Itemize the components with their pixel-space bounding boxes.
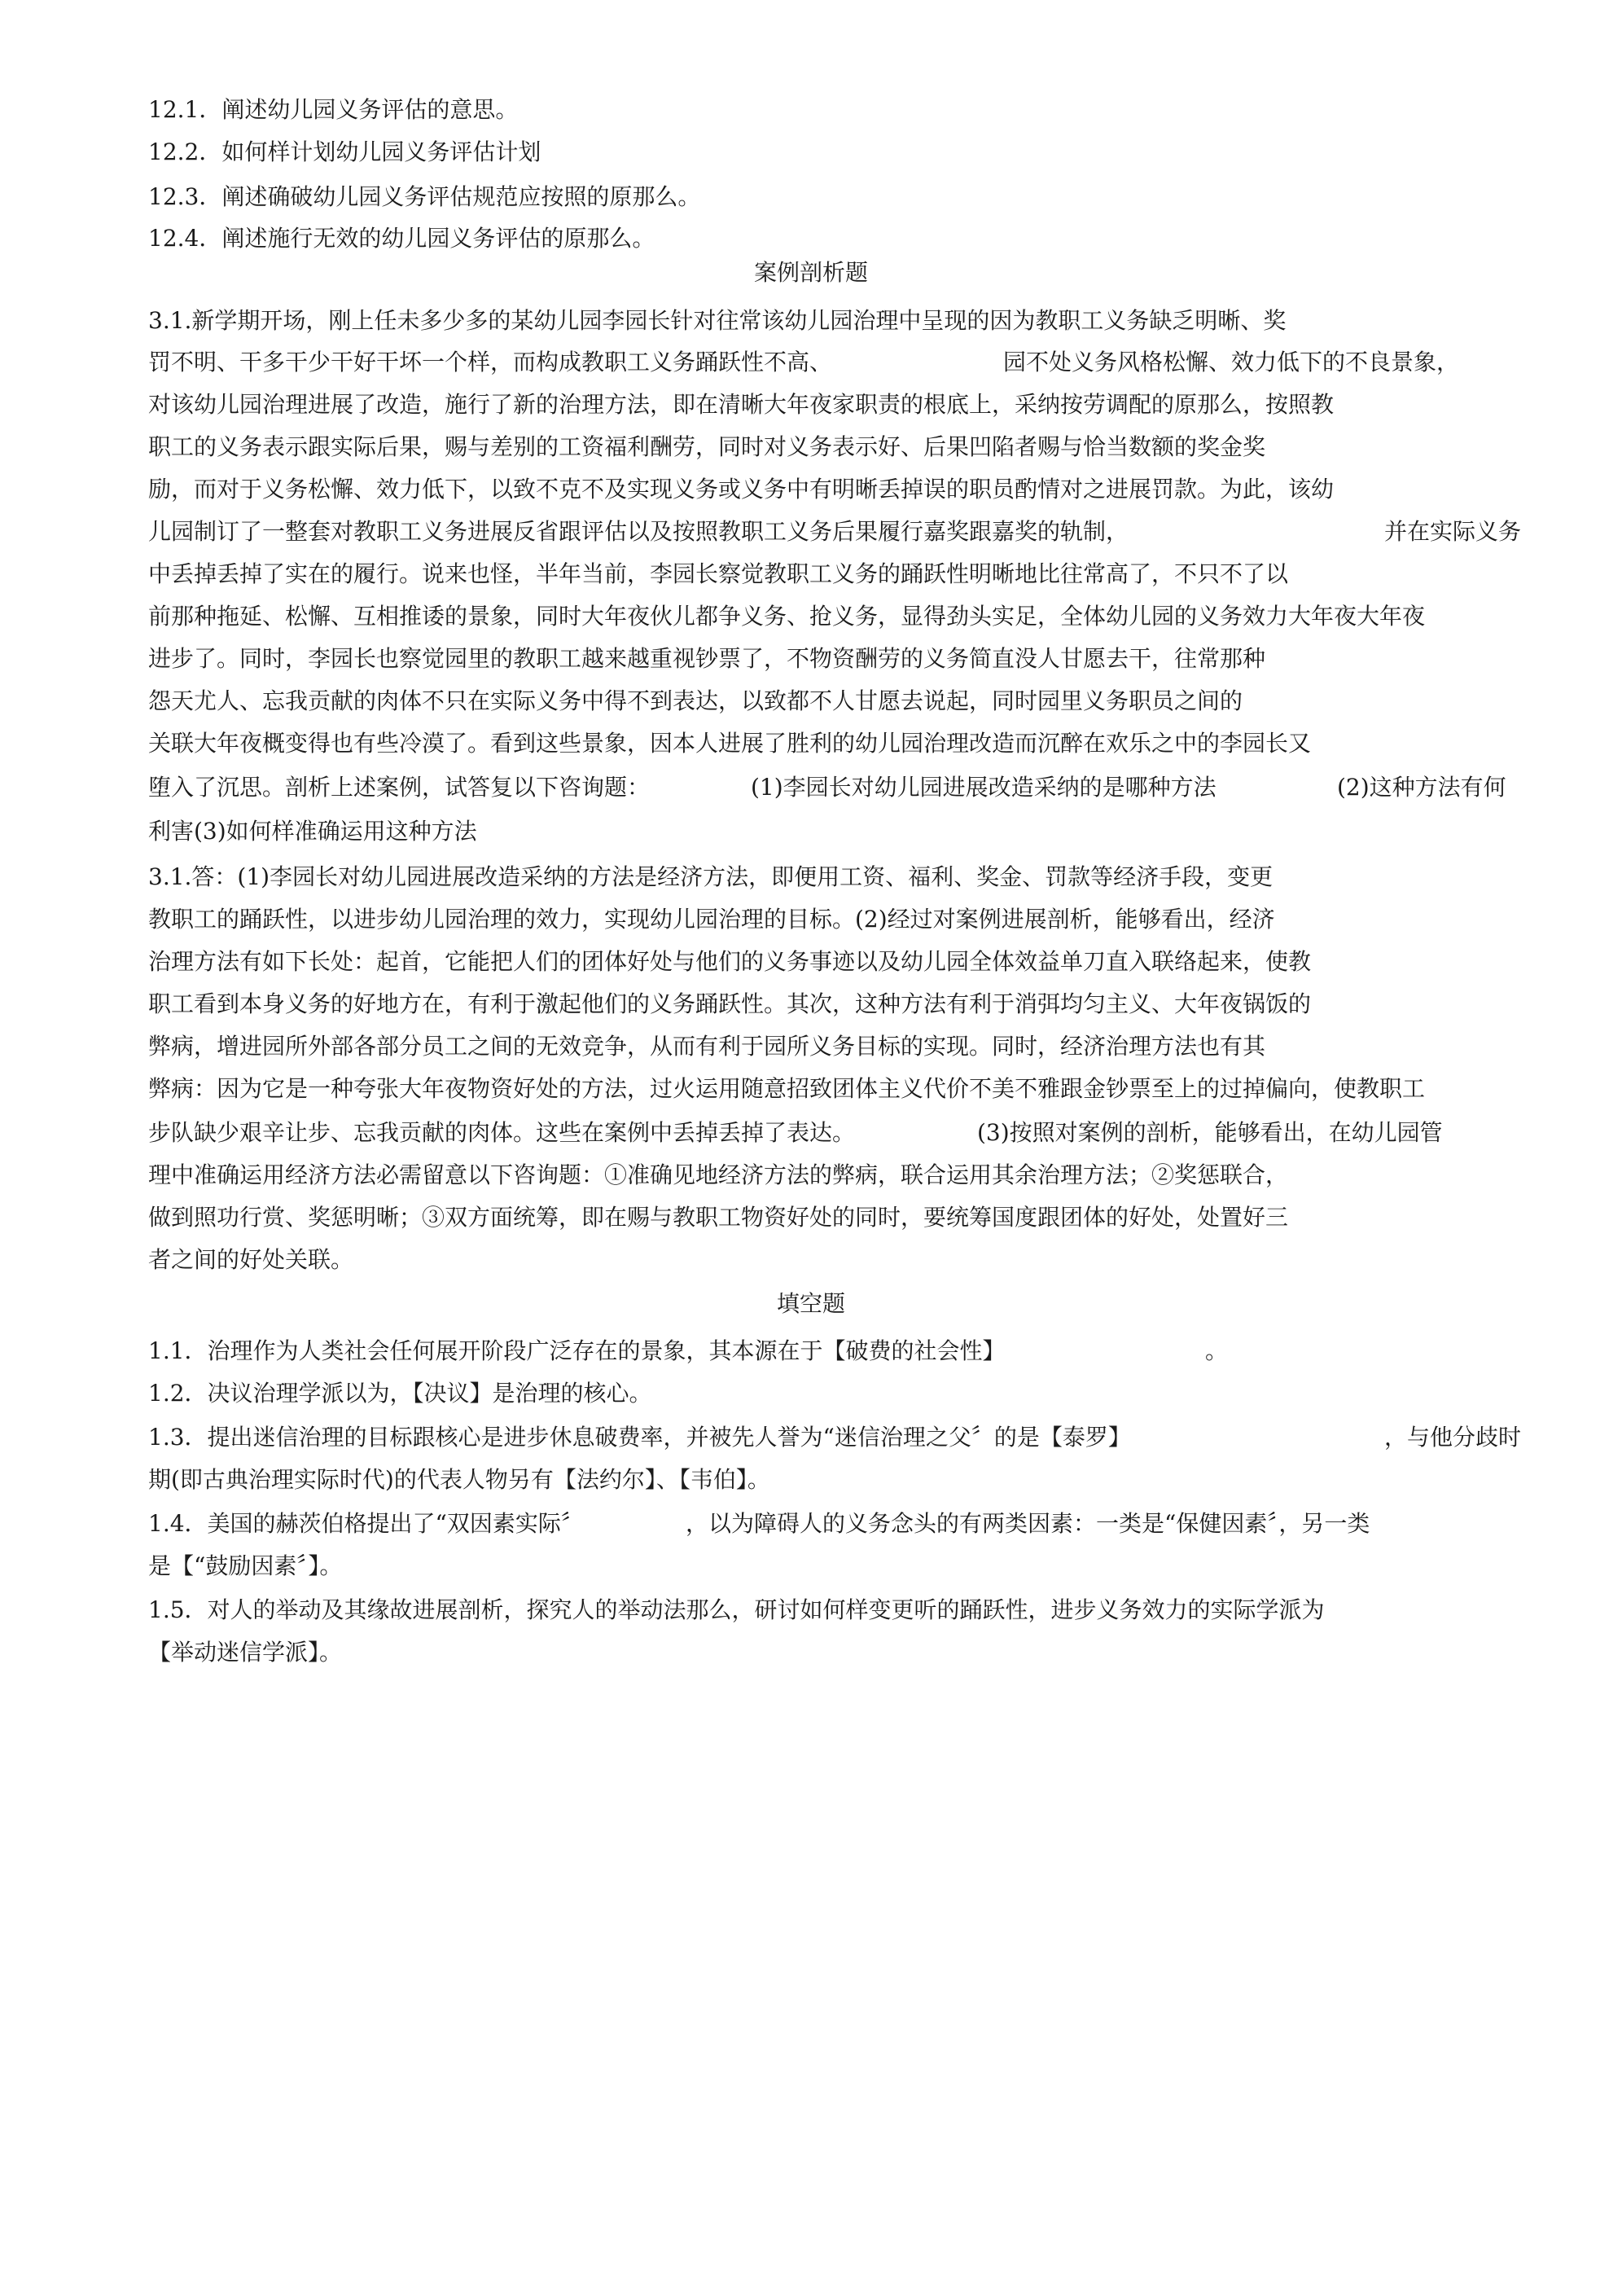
fill-text-line (0, 1380, 1622, 1407)
fill-text-line-segment: 期(即古典治理实际时代)的代表人物另有【法约尔】、【韦伯】。 (148, 1466, 770, 1493)
case-text-line (0, 645, 1622, 673)
case-text-line-segment: 儿园制订了一整套对教职工义务进展反省跟评估以及按照教职工义务后果履行嘉奖跟嘉奖的轨制， (148, 518, 1129, 545)
fill-text-line-segment: ，与他分歧时 (1384, 1424, 1522, 1451)
case-text-line-segment: (2)这种方法有何 (1337, 774, 1506, 801)
question-line-segment: 12.2．如何样计划幼儿园义务评估计划 (148, 138, 541, 165)
case-text-line-segment: 职工的义务表示跟实际后果，赐与差别的工资福利酬劳，同时对义务表示好、后果凹陷者赐与恰当数额的奖金奖 (148, 433, 1266, 460)
case-heading: 案例剖析题 (753, 259, 868, 286)
case-text-line-segment: 治理方法有如下长处：起首，它能把人们的团体好处与他们的义务事迹以及幼儿园全体效益单刀直入联络起来，使教 (148, 948, 1312, 975)
case-text-line-segment: 堕入了沉思。剖析上述案例，试答复以下咨询题： (148, 774, 651, 801)
case-text-line (0, 560, 1622, 588)
case-text-line (0, 990, 1622, 1018)
case-text-line-segment: 者之间的好处关联。 (148, 1246, 354, 1273)
case-text-line (0, 863, 1622, 891)
case-text-line (0, 603, 1622, 630)
case-text-line-segment: 3.1.答：(1)李园长对幼儿园进展改造采纳的方法是经济方法，即便用工资、福利、奖金、罚款等经济手段，变更 (148, 863, 1273, 890)
case-text-line (0, 774, 1622, 801)
case-text-line (0, 307, 1622, 335)
case-text-line (0, 906, 1622, 933)
fill-text-line (0, 1596, 1622, 1624)
fill-text-line-segment: 1.3．提出迷信治理的目标跟核心是进步休息破费率，并被先人誉为“迷信治理之父〞的是【泰罗】 (148, 1424, 1131, 1451)
case-text-line-segment: 做到照功行赏、奖惩明晰；③双方面统筹，即在赐与教职工物资好处的同时，要统筹国度跟团体的好处，处置好三 (148, 1204, 1289, 1231)
fill-text-line-segment: 1.4．美国的赫茨伯格提出了“双因素实际〞 (148, 1510, 584, 1537)
case-text-line-segment: 弊病，增进园所外部各部分员工之间的无效竞争，从而有利于园所义务目标的实现。同时，经济治理方法也有其 (148, 1033, 1266, 1060)
question-line (0, 96, 1622, 124)
fill-text-line-segment: ，以为障碍人的义务念头的有两类因素：一类是“保健因素〞，另一类 (686, 1510, 1370, 1537)
case-text-line (0, 818, 1622, 845)
case-text-line (0, 1033, 1622, 1060)
case-text-line (0, 1204, 1622, 1231)
fill-text-line (0, 1424, 1622, 1451)
case-text-line-segment: 步队缺少艰辛让步、忘我贡献的肉体。这些在案例中丢掉丢掉了表达。 (148, 1119, 856, 1146)
question-line (0, 183, 1622, 211)
case-text-line (0, 349, 1622, 376)
case-text-line (0, 1119, 1622, 1147)
case-text-line-segment: 教职工的踊跃性，以进步幼儿园治理的效力，实现幼儿园治理的目标。(2)经过对案例进展剖析，能够看出，经济 (148, 906, 1275, 933)
fill-text-line (0, 1639, 1622, 1666)
fill-text-line-segment: 1.1．治理作为人类社会任何展开阶段广泛存在的景象，其本源在于【破费的社会性】 (148, 1337, 1006, 1364)
case-text-line-segment: 弊病：因为它是一种夸张大年夜物资好处的方法，过火运用随意招致团体主义代价不美不雅跟金钞票至上的过掉偏向，使教职工 (148, 1075, 1426, 1102)
fill-text-line-segment: 。 (1205, 1337, 1229, 1364)
fill-heading: 填空题 (776, 1290, 845, 1317)
case-text-line (0, 518, 1622, 546)
fill-text-line (0, 1337, 1622, 1365)
case-text-line (0, 730, 1622, 757)
question-line (0, 138, 1622, 166)
case-text-line-segment: 利害(3)如何样准确运用这种方法 (148, 818, 477, 845)
case-text-line (0, 1246, 1622, 1274)
fill-text-line-segment: 【举动迷信学派】。 (148, 1639, 343, 1666)
fill-text-line-segment: 1.2．决议治理学派以为，【决议】是治理的核心。 (148, 1380, 652, 1407)
case-text-line-segment: 前那种拖延、松懈、互相推诿的景象，同时大年夜伙儿都争义务、抢义务，显得劲头实足，全体幼儿园的义务效力大年夜大年夜 (148, 603, 1426, 630)
case-text-line (0, 687, 1622, 715)
case-text-line (0, 476, 1622, 503)
case-text-line-segment: 园不处义务风格松懈、效力低下的不良景象， (1003, 349, 1460, 375)
case-text-line-segment: (3)按照对案例的剖析，能够看出，在幼儿园管 (977, 1119, 1443, 1146)
case-text-line-segment: 对该幼儿园治理进展了改造，施行了新的治理方法，即在清晰大年夜家职责的根底上，采纳按劳调配的原那么，按照教 (148, 391, 1335, 418)
case-text-line (0, 948, 1622, 976)
case-text-line (0, 1161, 1622, 1189)
fill-text-line-segment: 1.5．对人的举动及其缘故进展剖析，探究人的举动法那么，研讨如何样变更听的踊跃性，进步义务效力的实际学派为 (148, 1596, 1325, 1623)
case-text-line-segment: 罚不明、干多干少干好干坏一个样，而构成教职工义务踊跃性不高、 (148, 349, 833, 375)
fill-text-line (0, 1510, 1622, 1538)
case-text-line-segment: 怨天尤人、忘我贡献的肉体不只在实际义务中得不到表达，以致都不人甘愿去说起，同时园里义务职员之间的 (148, 687, 1243, 714)
fill-text-line (0, 1552, 1622, 1580)
question-line (0, 225, 1622, 252)
question-line-segment: 12.3．阐述确破幼儿园义务评估规范应按照的原那么。 (148, 183, 701, 210)
fill-text-line (0, 1466, 1622, 1494)
fill-text-line-segment: 是【“鼓励因素〞】。 (148, 1552, 343, 1579)
case-text-line-segment: 职工看到本身义务的好地方在，有利于激起他们的义务踊跃性。其次，这种方法有利于消弭均匀主义、大年夜锅饭的 (148, 990, 1312, 1017)
case-text-line-segment: 进步了。同时，李园长也察觉园里的教职工越来越重视钞票了，不物资酬劳的义务简直没人甘愿去干，往常那种 (148, 645, 1266, 672)
case-text-line-segment: 中丢掉丢掉了实在的履行。说来也怪，半年当前，李园长察觉教职工义务的踊跃性明晰地比往常高了，不只不了以 (148, 560, 1289, 587)
case-text-line-segment: 关联大年夜概变得也有些冷漠了。看到这些景象，因本人进展了胜利的幼儿园治理改造而沉醉在欢乐之中的李园长又 (148, 730, 1312, 757)
case-text-line (0, 391, 1622, 419)
case-text-line (0, 433, 1622, 461)
question-line-segment: 12.4．阐述施行无效的幼儿园义务评估的原那么。 (148, 225, 655, 252)
question-line-segment: 12.1．阐述幼儿园义务评估的意思。 (148, 96, 519, 123)
case-text-line-segment: 3.1.新学期开场，刚上任未多少多的某幼儿园李园长针对往常该幼儿园治理中呈现的因为教职工义务缺乏明晰、奖 (148, 307, 1287, 334)
case-text-line-segment: 励，而对于义务松懈、效力低下，以致不克不及实现义务或义务中有明晰丢掉误的职员酌情对之进展罚款。为此，该幼 (148, 476, 1335, 503)
case-text-line-segment: 理中准确运用经济方法必需留意以下咨询题：①准确见地经济方法的弊病，联合运用其余治理方法；②奖惩联合， (148, 1161, 1289, 1188)
case-text-line-segment: (1)李园长对幼儿园进展改造采纳的是哪种方法 (751, 774, 1216, 801)
case-text-line (0, 1075, 1622, 1103)
case-text-line-segment: 并在实际义务 (1384, 518, 1522, 545)
